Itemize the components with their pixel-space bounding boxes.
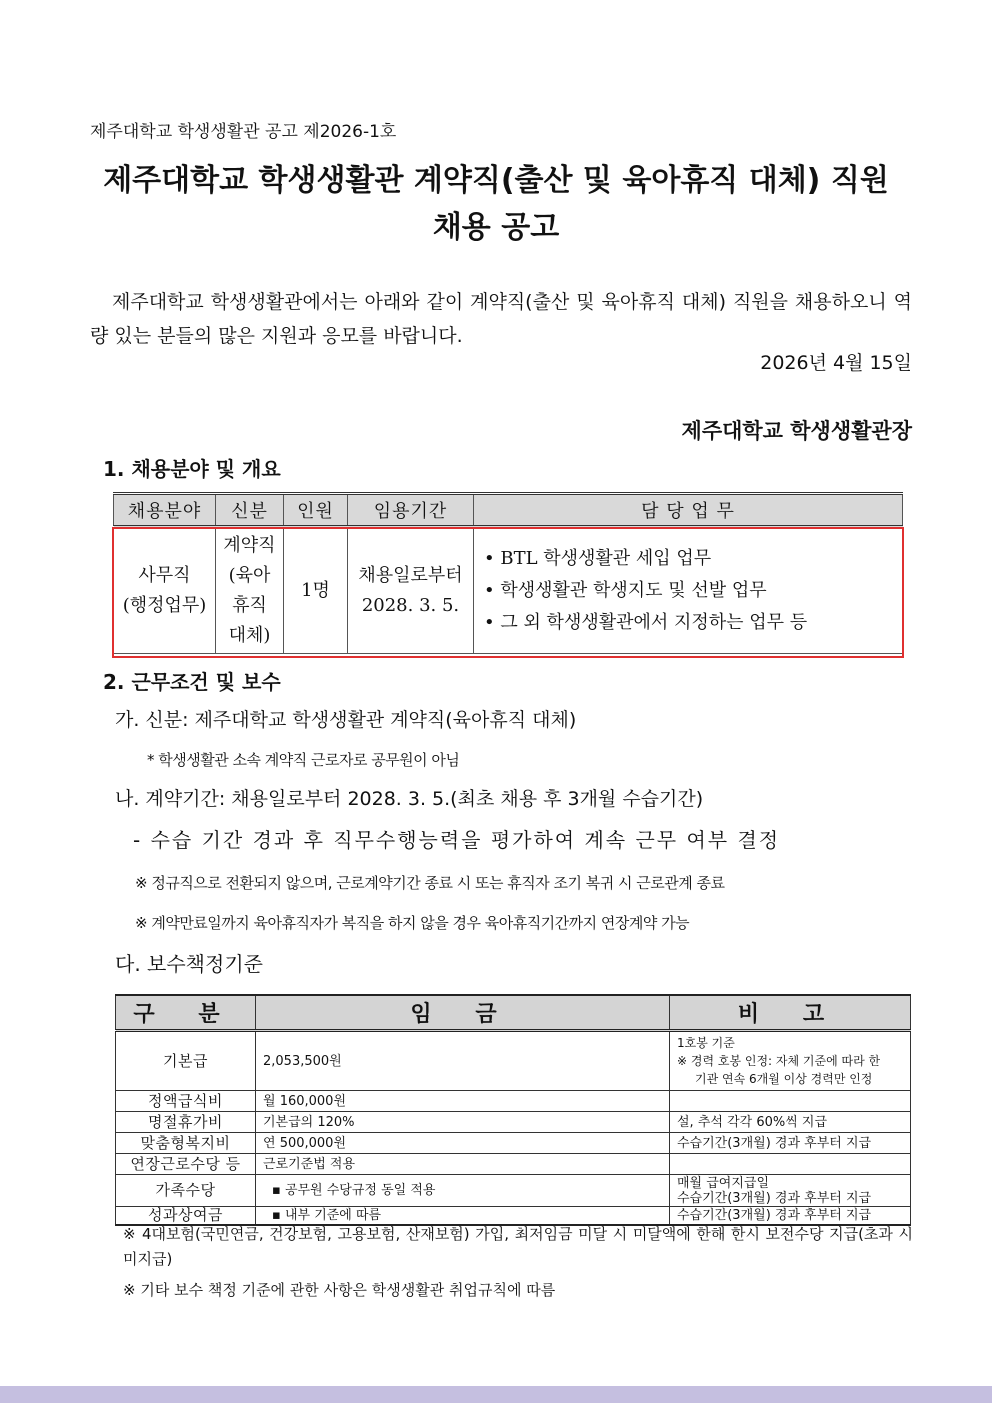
page-footer-bar xyxy=(0,1386,992,1403)
cell-headcount: 1명 xyxy=(284,527,348,654)
status-line: 휴직 xyxy=(232,594,267,616)
pay-heading: 다. 보수책정기준 xyxy=(115,952,263,976)
status-item: 가. 신분: 제주대학교 학생생활관 계약직(육아휴직 대체) xyxy=(115,709,577,731)
pay-header-note: 비 고 xyxy=(670,995,911,1031)
status-line: 대체) xyxy=(228,624,271,646)
recruitment-row xyxy=(114,527,903,654)
pay-note xyxy=(670,1175,911,1207)
pay-category: 명절휴가비 xyxy=(116,1112,256,1133)
pay-wage: 기본급의 120% xyxy=(256,1112,670,1133)
pay-wage: 연 500,000원 xyxy=(256,1133,670,1154)
pay-wage: ▪ 내부 기준에 따름 xyxy=(256,1207,670,1226)
page-title-line2: 채용 공고 xyxy=(432,210,560,245)
intro-paragraph xyxy=(90,285,912,353)
pay-category: 정액급식비 xyxy=(116,1091,256,1112)
duty-item: • BTL 학생생활관 세입 업무 xyxy=(484,547,712,569)
pay-note-line: 수습기간(3개월) 경과 후부터 지급 xyxy=(677,1190,872,1206)
cell-field xyxy=(114,527,216,654)
cell-duties xyxy=(474,527,903,654)
pay-row xyxy=(116,1133,911,1154)
pay-header-row xyxy=(116,995,911,1031)
pay-row xyxy=(116,1091,911,1112)
pay-category: 성과상여금 xyxy=(116,1207,256,1226)
pay-note-line: 1호봉 기준 xyxy=(677,1036,735,1050)
contract-period-item: 나. 계약기간: 채용일로부터 2028. 3. 5.(최초 채용 후 3개월 수습기간) xyxy=(115,788,704,810)
recruitment-table xyxy=(113,492,903,654)
notice-date: 2026년 4월 15일 xyxy=(760,352,912,374)
pay-row xyxy=(116,1112,911,1133)
period-line: 2028. 3. 5. xyxy=(361,594,460,616)
footnote-rules: ※ 기타 보수 책정 기준에 관한 사항은 학생생활관 취업규칙에 따름 xyxy=(123,1281,556,1299)
footnote-insurance: ※ 4대보험(국민연금, 건강보험, 고용보험, 산재보험) 가입, 최저임금 미달 시 미달액에 한해 한시 보전수당 지급(초과 시 미지급) xyxy=(123,1225,913,1268)
header-duties: 담 당 업 무 xyxy=(474,494,903,527)
duty-item: • 학생생활관 학생지도 및 선발 업무 xyxy=(484,579,767,601)
pay-note-line: 매월 급여지급일 xyxy=(677,1175,770,1191)
recruitment-header-row xyxy=(114,494,903,527)
duty-item: • 그 외 학생생활관에서 지정하는 업무 등 xyxy=(484,611,808,633)
pay-category: 기본급 xyxy=(116,1031,256,1091)
pay-wage: 2,053,500원 xyxy=(256,1031,670,1091)
period-line: 채용일로부터 xyxy=(358,564,463,586)
pay-note xyxy=(670,1154,911,1175)
field-line: 사무직 xyxy=(138,564,191,586)
status-line: (육아 xyxy=(228,564,271,586)
header-status: 신분 xyxy=(216,494,284,527)
status-line: 계약직 xyxy=(223,534,276,556)
pay-note-line: 기관 연속 6개월 이상 경력만 인정 xyxy=(695,1072,873,1086)
pay-note: 수습기간(3개월) 경과 후부터 지급 xyxy=(670,1207,911,1226)
contract-note1: ※ 정규직으로 전환되지 않으며, 근로계약기간 종료 시 또는 휴직자 조기 복귀 시 근로관계 종료 xyxy=(135,874,725,892)
pay-wage: 근로기준법 적용 xyxy=(256,1154,670,1175)
pay-wage: 월 160,000원 xyxy=(256,1091,670,1112)
issuer: 제주대학교 학생생활관장 xyxy=(681,419,912,443)
pay-table xyxy=(115,994,911,1226)
pay-note: 수습기간(3개월) 경과 후부터 지급 xyxy=(670,1133,911,1154)
pay-header-category: 구 분 xyxy=(116,995,256,1031)
pay-category: 연장근로수당 등 xyxy=(116,1154,256,1175)
status-note: * 학생생활관 소속 계약직 근로자로 공무원이 아님 xyxy=(147,751,460,769)
pay-note xyxy=(670,1031,911,1091)
pay-category: 맞춤형복지비 xyxy=(116,1133,256,1154)
header-headcount: 인원 xyxy=(284,494,348,527)
probation-item: - 수습 기간 경과 후 직무수행능력을 평가하여 계속 근무 여부 결정 xyxy=(133,828,781,852)
field-line: (행정업무) xyxy=(122,594,207,616)
cell-status xyxy=(216,527,284,654)
section1-heading: 1. 채용분야 및 개요 xyxy=(103,457,281,481)
pay-row xyxy=(116,1031,911,1091)
pay-row xyxy=(116,1175,911,1207)
header-field: 채용분야 xyxy=(114,494,216,527)
pay-header-wage: 임 금 xyxy=(256,995,670,1031)
pay-row xyxy=(116,1154,911,1175)
pay-note xyxy=(670,1091,911,1112)
pay-category: 가족수당 xyxy=(116,1175,256,1207)
notice-number: 제주대학교 학생생활관 공고 제2026-1호 xyxy=(90,122,397,142)
section2-heading: 2. 근무조건 및 보수 xyxy=(103,670,281,694)
pay-note-line: ※ 경력 호봉 인정: 자체 기준에 따라 한 xyxy=(677,1054,881,1068)
header-period: 임용기간 xyxy=(348,494,474,527)
page-title-line1: 제주대학교 학생생활관 계약직(출산 및 육아휴직 대체) 직원 xyxy=(103,163,889,198)
pay-wage: ▪ 공무원 수당규정 동일 적용 xyxy=(256,1175,670,1207)
intro-text: 제주대학교 학생생활관에서는 아래와 같이 계약직(출산 및 육아휴직 대체) 직원을 채용하오니 역량 있는 분들의 많은 지원과 응모를 바랍니다. xyxy=(90,291,912,347)
cell-period xyxy=(348,527,474,654)
contract-note2: ※ 계약만료일까지 육아휴직자가 복직을 하지 않을 경우 육아휴직기간까지 연장계약 가능 xyxy=(135,914,690,932)
pay-note: 설, 추석 각각 60%씩 지급 xyxy=(670,1112,911,1133)
